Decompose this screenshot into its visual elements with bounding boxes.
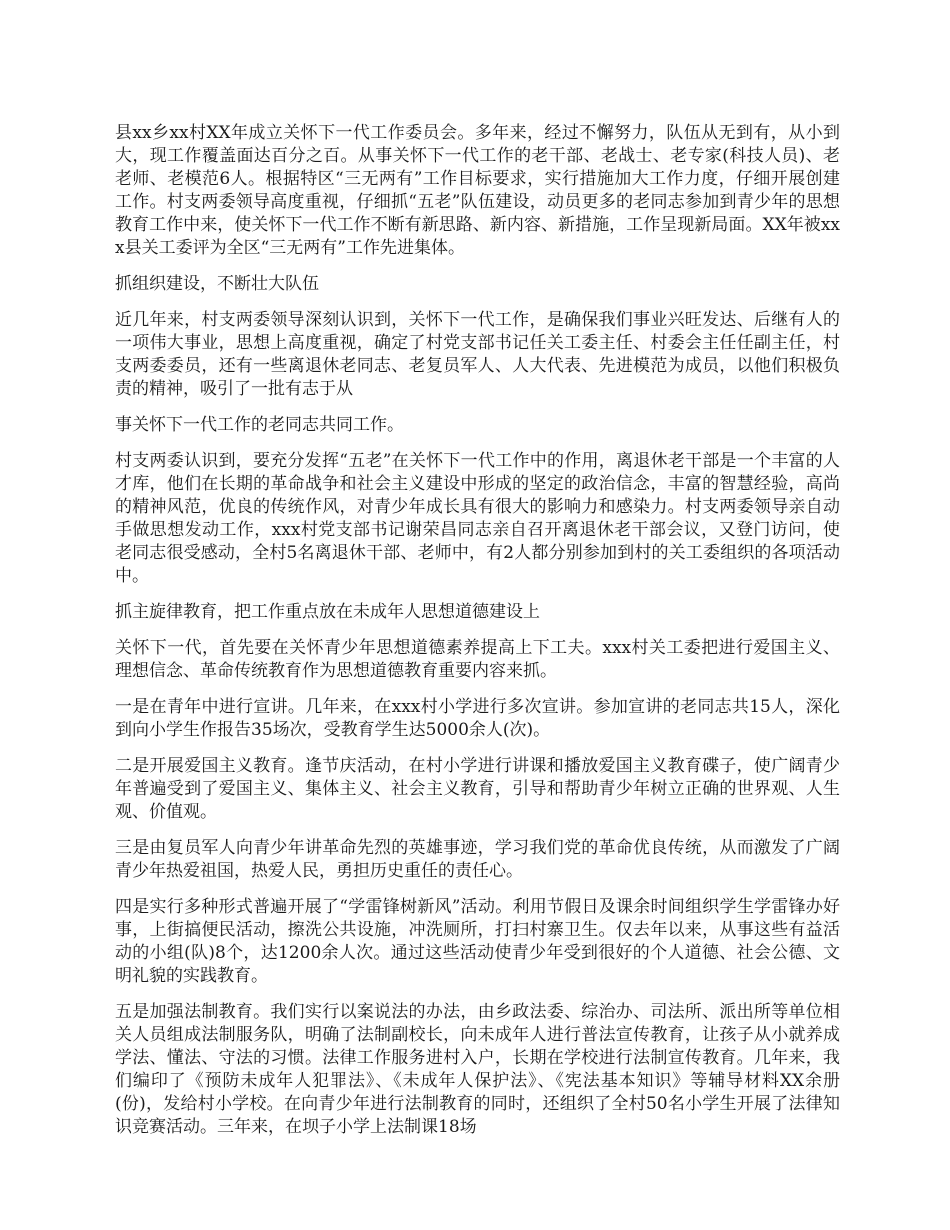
section-heading-organization: 抓组织建设，不断壮大队伍 <box>115 274 319 294</box>
paragraph-item-one: 一是在青年中进行宣讲。几年来，在xxx村小学进行多次宣讲。参加宣讲的老同志共15人，深化到向小学生作报告35场次，受教育学生达5000余人(次)。 <box>115 697 840 740</box>
paragraph-organization: 近几年来，村支两委领导深刻认识到，关怀下一代工作，是确保我们事业兴旺发达、后继有人的一项伟大事业，思想上高度重视，确定了村党支部书记任关工委主任、村委会主任任副主任，村支两委委员，还有一些离退休老同志、老复员军人、人大代表、先进模范为成员，以他们积极负责的精神，吸引了一批有志于从 <box>115 310 840 399</box>
paragraph-item-five: 五是加强法制教育。我们实行以案说法的办法，由乡政法委、综治办、司法所、派出所等单位相关人员组成法制服务队，明确了法制副校长，向未成年人进行普法宣传教育，让孩子从小就养成学法、懂法、守法的习惯。法律工作服务进村入户，长期在学校进行法制宣传教育。几年来，我们编印了《预防未成年人犯罪法》、《未成年人保护法》、《宪法基本知识》等辅导材料XX余册(份)，发给村小学校。在向青少年进行法制教育的同时，还组织了全村50名小学生开展了法律知识竞赛活动。三年来，在坝子小学上法制课18场 <box>115 1002 840 1137</box>
paragraph-five-elders: 村支两委认识到，要充分发挥“五老”在关怀下一代工作中的作用，离退休老干部是一个丰富的人才库，他们在长期的革命战争和社会主义建设中形成的坚定的政治信念，丰富的智慧经验，高尚的精神风范，优良的传统作风，对青少年成长具有很大的影响力和感染力。村支两委领导亲自动手做思想发动工作，xxx村党支部书记谢荣昌同志亲自召开离退休老干部会议，又登门访问，使老同志很受感动，全村5名离退休干部、老师中，有2人都分别参加到村的关工委组织的各项活动中。 <box>115 451 840 586</box>
paragraph-item-four: 四是实行多种形式普遍开展了“学雷锋树新风”活动。利用节假日及课余时间组织学生学雷锋办好事，上街搞便民活动，擦洗公共设施，冲洗厕所，打扫村寨卫生。仅去年以来，从事这些有益活动的小组(队)8个，达1200余人次。通过这些活动使青少年受到很好的个人道德、社会公德、文明礼貌的实践教育。 <box>115 897 840 986</box>
paragraph-organization-cont: 事关怀下一代工作的老同志共同工作。 <box>115 415 404 435</box>
paragraph-item-two: 二是开展爱国主义教育。逢节庆活动，在村小学进行讲课和播放爱国主义教育碟子，使广阔青少年普遍受到了爱国主义、集体主义、社会主义教育，引导和帮助青少年树立正确的世界观、人生观、价值观。 <box>115 756 840 822</box>
paragraph-intro: 县xx乡xx村XX年成立关怀下一代工作委员会。多年来，经过不懈努力，队伍从无到有，从小到大，现工作覆盖面达百分之百。从事关怀下一代工作的老干部、老战士、老专家(科技人员)、老老师、老模范6人。根据特区“三无两有”工作目标要求，实行措施加大工作力度，仔细开展创建工作。村支两委领导高度重视，仔细抓“五老”队伍建设，动员更多的老同志参加到青少年的思想教育工作中来，使关怀下一代工作不断有新思路、新内容、新措施，工作呈现新局面。XX年被xxx县关工委评为全区“三无两有”工作先进集体。 <box>115 123 840 258</box>
paragraph-education-intro: 关怀下一代，首先要在关怀青少年思想道德素养提高上下工夫。xxx村关工委把进行爱国主义、理想信念、革命传统教育作为思想道德教育重要内容来抓。 <box>115 638 840 681</box>
section-heading-education: 抓主旋律教育，把工作重点放在未成年人思想道德建设上 <box>115 602 540 622</box>
document-body <box>115 122 840 1152</box>
paragraph-item-three: 三是由复员军人向青少年讲革命先烈的英雄事迹，学习我们党的革命优良传统，从而激发了广阔青少年热爱祖国，热爱人民，勇担历史重任的责任心。 <box>115 838 840 881</box>
